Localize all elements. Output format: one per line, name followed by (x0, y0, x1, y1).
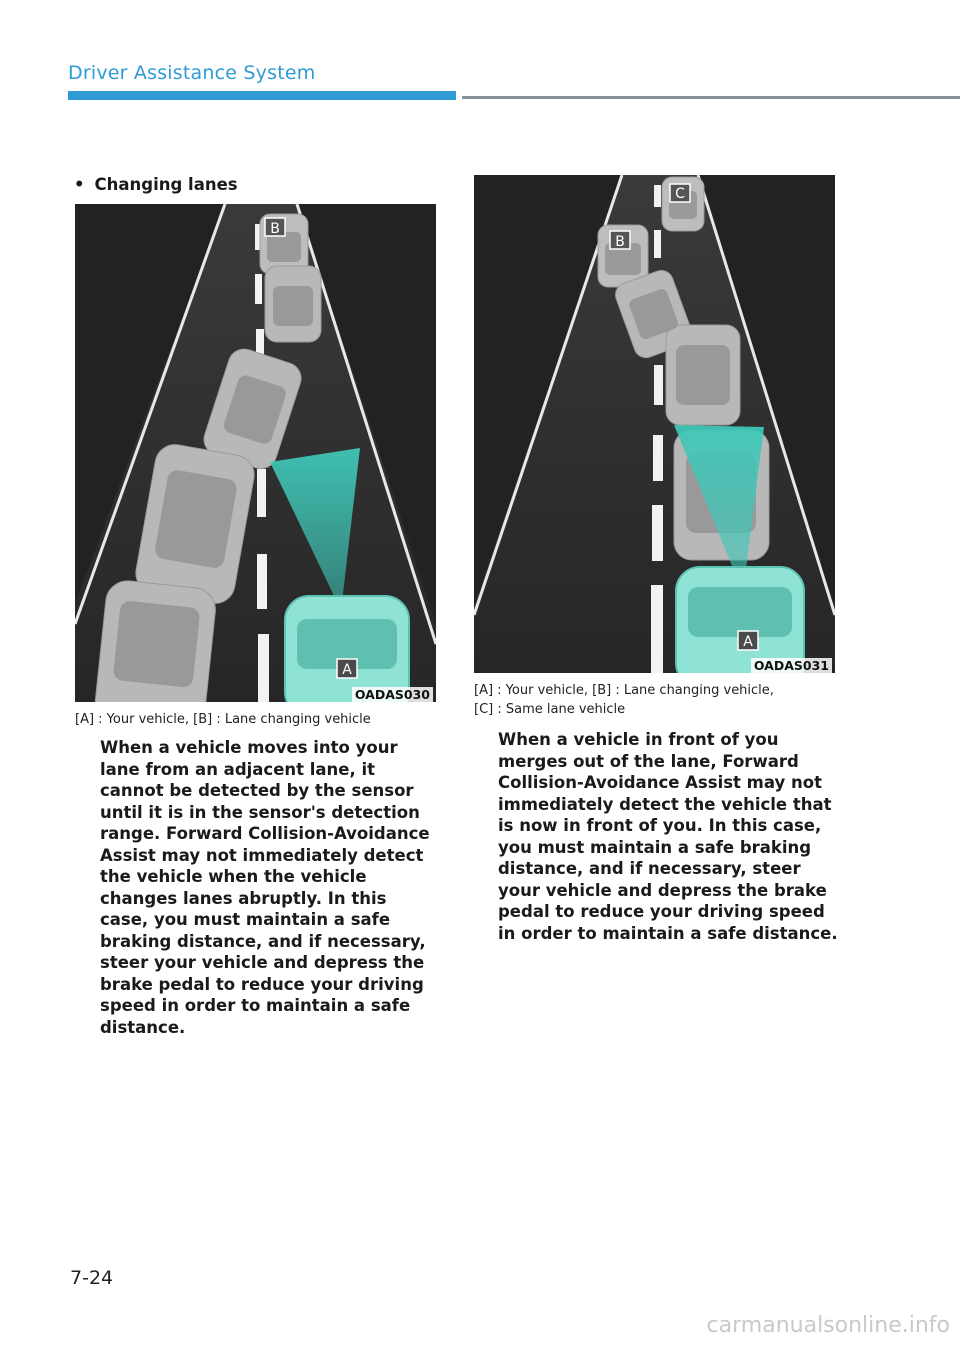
paragraph-right: When a vehicle in front of you merges out of the lane, Forward Collision-Avoidance Assist may not immediately detect the vehicle that is now in front of you. In this case, you must maintain a safe braking distance, and if necessary, steer your vehicle and depress the brake pedal to reduce your driving speed in order to maintain a safe distance. (498, 730, 838, 943)
section-heading-text: Changing lanes (94, 175, 238, 194)
figure-code: OADAS031 (751, 658, 832, 673)
figure-merge-out (474, 175, 835, 673)
header-divider (462, 96, 960, 99)
merge-out-illustration (474, 175, 835, 673)
figure-lane-change (75, 204, 436, 702)
bullet-icon: • (74, 175, 85, 194)
page-header-title: Driver Assistance System (68, 62, 316, 84)
figure-caption: [A] : Your vehicle, [B] : Lane changing vehicle (75, 712, 371, 727)
label-c: C (675, 186, 685, 202)
label-a: A (342, 662, 352, 678)
figure-code: OADAS030 (352, 687, 433, 702)
label-b: B (270, 221, 280, 237)
watermark: carmanualsonline.info (706, 1313, 950, 1338)
page-number: 7-24 (70, 1267, 114, 1289)
lane-change-illustration (75, 204, 436, 702)
label-b: B (615, 234, 625, 250)
figure-caption-line: [A] : Your vehicle, [B] : Lane changing vehicle, (474, 683, 774, 698)
figure-caption-line: [C] : Same lane vehicle (474, 702, 626, 717)
header-accent-bar (68, 91, 456, 100)
figure-caption (474, 681, 874, 719)
section-heading (74, 175, 238, 194)
paragraph-left: When a vehicle moves into your lane from an adjacent lane, it cannot be detected by the sensor until it is in the sensor's detection range. Forward Collision-Avoidance Assist may not immediately detect the vehicle when the vehicle changes lanes abruptly. In this case, you must maintain a safe braking distance, and if necessary, steer your vehicle and depress the brake pedal to reduce your driving speed in order to maintain a safe distance. (100, 738, 430, 1037)
label-a: A (743, 634, 753, 650)
